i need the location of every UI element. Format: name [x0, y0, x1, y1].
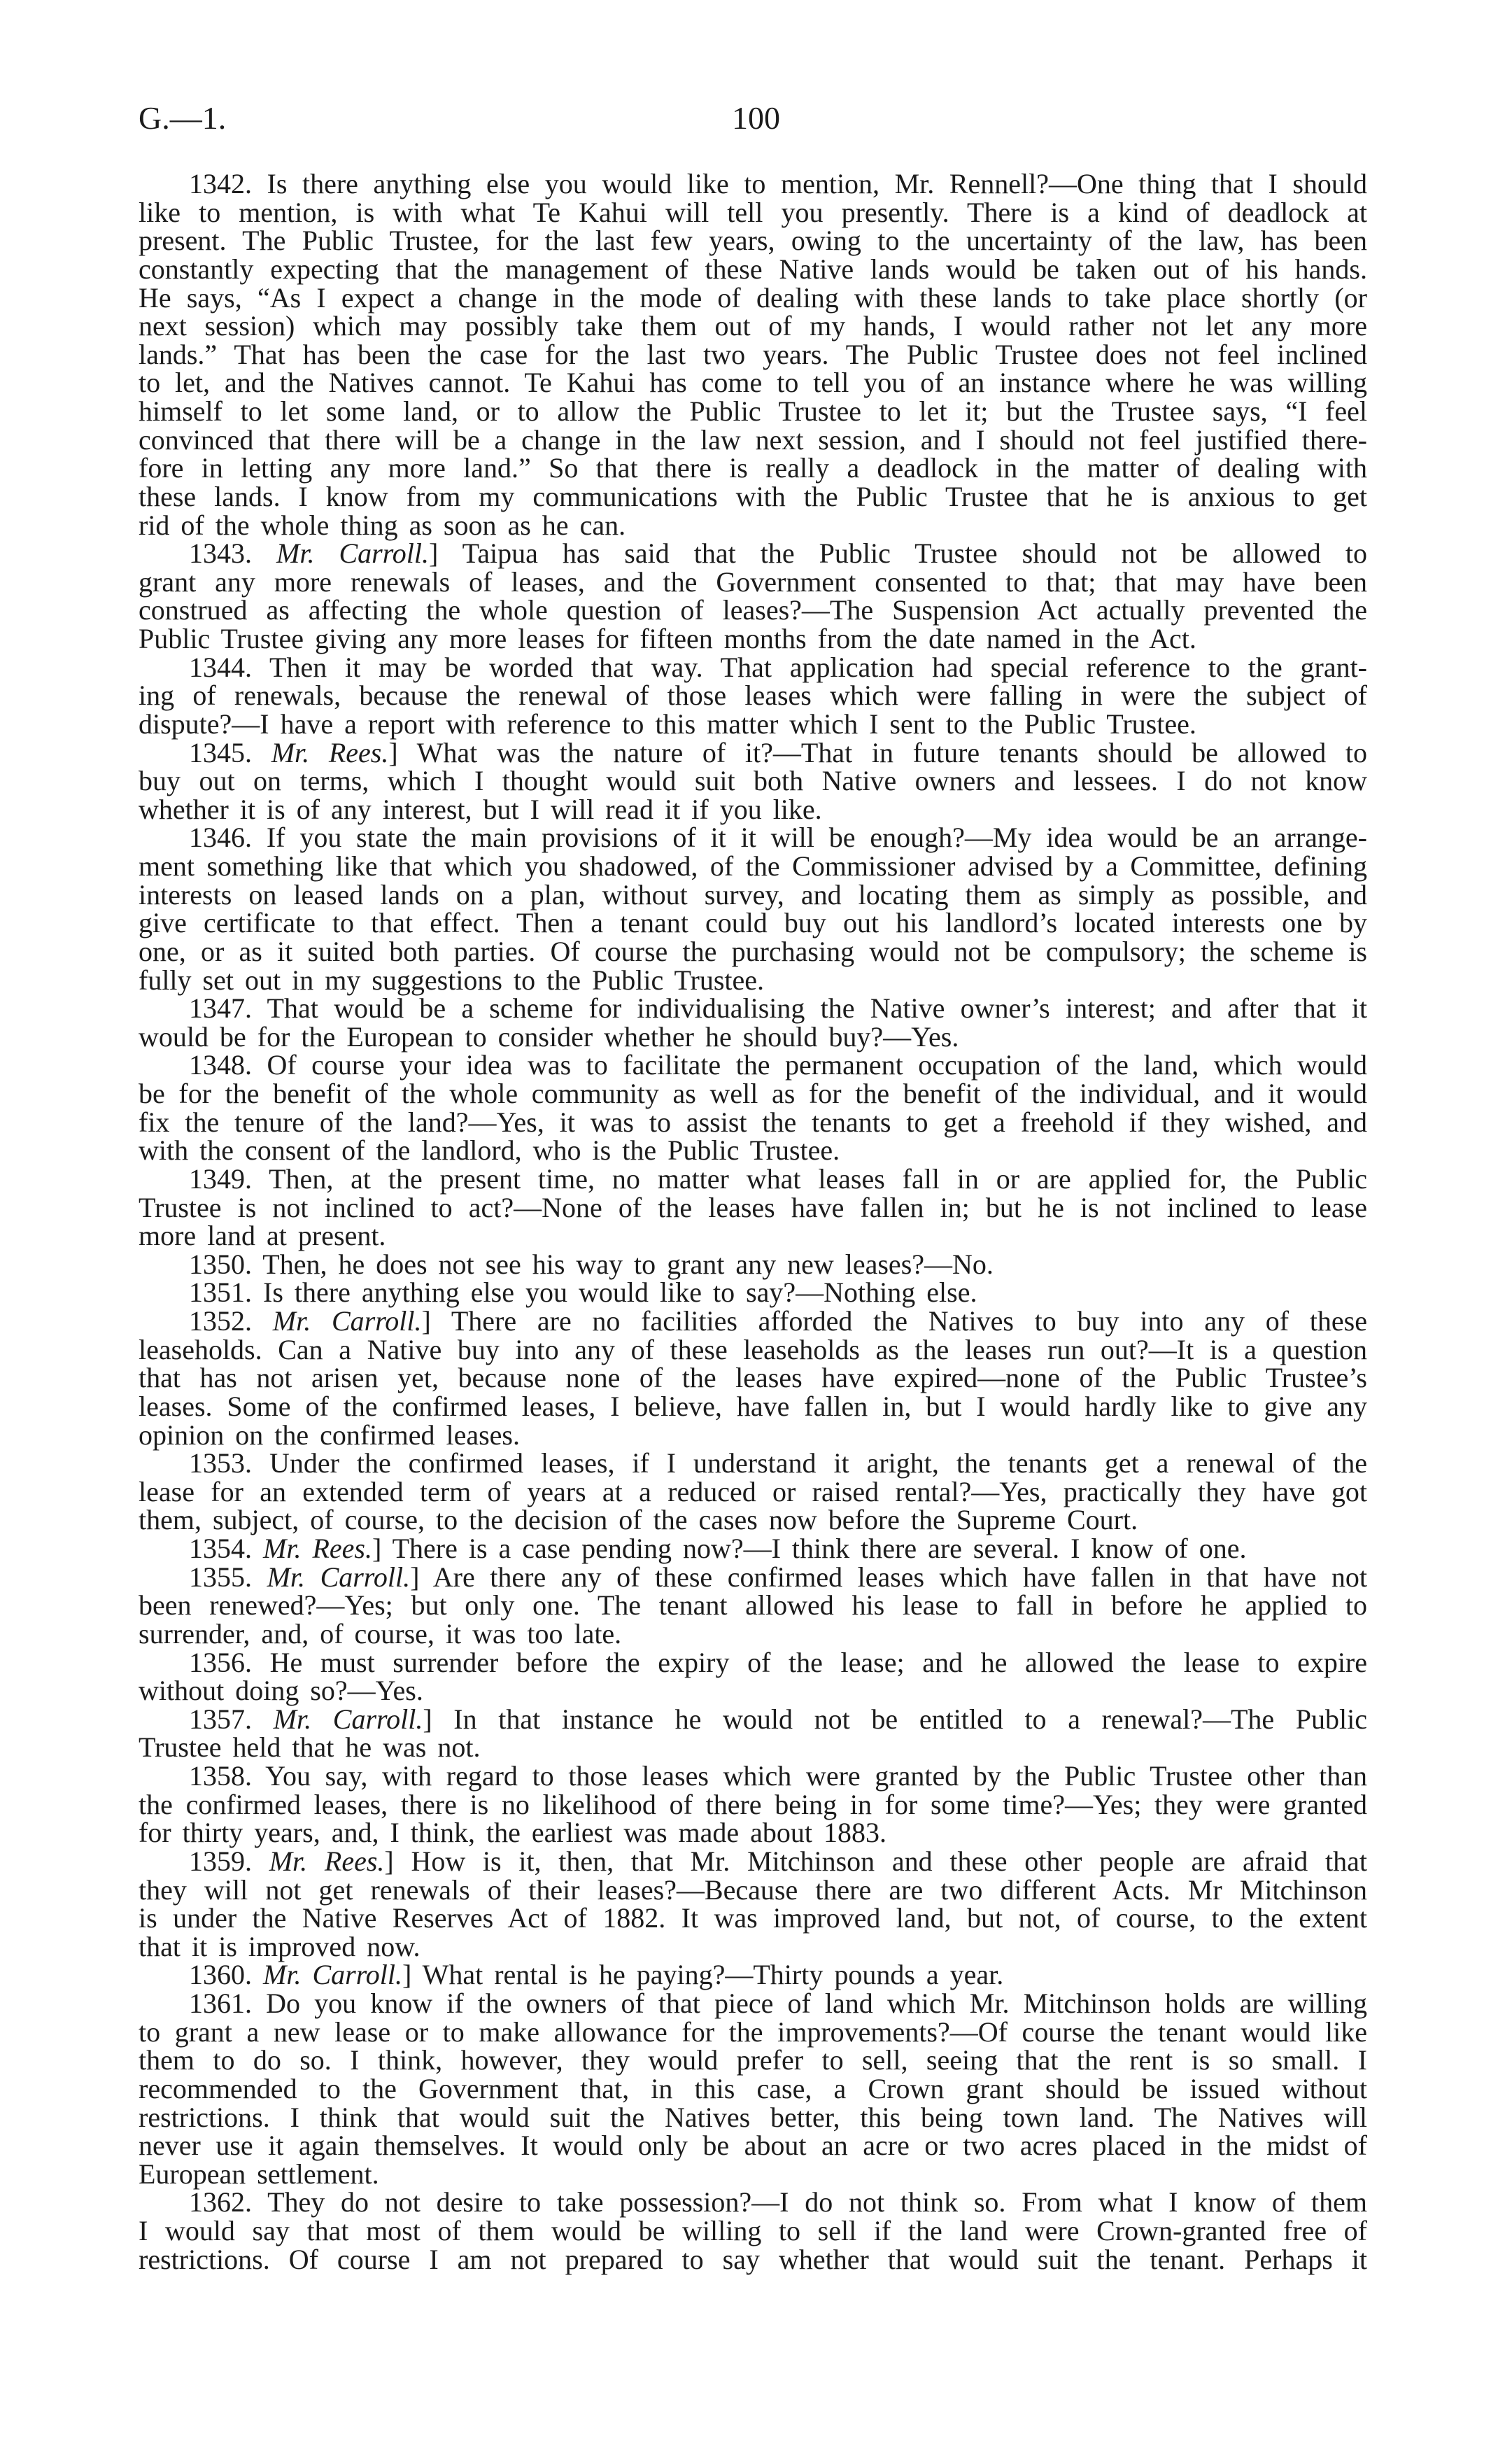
text-line: that has not arisen yet, because none of the leases have expired—none of the Public Trustee’s	[139, 1362, 1367, 1394]
line-text: He must surrender before the expiry of the lease; and he allowed the lease to expire	[269, 1646, 1368, 1678]
question-1356	[139, 1646, 1368, 1707]
text-line: convinced that there will be a change in the law next session, and I should not feel justified there-	[139, 423, 1367, 456]
line-text: ] What was the nature of it?—That in future tenants should be allowed to	[388, 736, 1368, 768]
text-line: to let, and the Natives cannot. Te Kahui has come to tell you of an instance where he was willing	[139, 367, 1367, 399]
question-number: 1361.	[189, 1988, 252, 2019]
question-number: 1356.	[189, 1646, 252, 1678]
text-line: construed as affecting the whole question of leases?—The Suspension Act actually prevented the	[139, 594, 1367, 626]
text-line: restrictions. Of course I am not prepared to say whether that would suit the tenant. Perhaps it	[139, 2243, 1367, 2275]
speaker-name: Mr. Carroll.	[267, 1561, 411, 1593]
text-line: Trustee is not inclined to act?—None of the leases have fallen in; but he is not inclined to lease	[139, 1191, 1367, 1223]
text-line	[139, 651, 1368, 683]
body-text	[139, 170, 1367, 2274]
text-line	[139, 1276, 1367, 1309]
question-1349	[139, 1162, 1367, 1252]
speaker-name: Mr. Rees.	[269, 1845, 385, 1877]
text-line: is under the Native Reserves Act of 1882. It was improved land, but not, of course, to the extent	[139, 1902, 1367, 1934]
line-text: You say, with regard to those leases which were granted by the Public Trustee other than	[265, 1760, 1367, 1792]
text-line	[139, 170, 1367, 199]
text-line: would be for the European to consider whether he should buy?—Yes.	[139, 1020, 959, 1053]
question-number: 1355.	[189, 1561, 252, 1593]
text-line	[139, 1535, 1367, 1563]
question-1345	[139, 736, 1368, 825]
line-text: Do you know if the owners of that piece of land which Mr. Mitchinson holds are willing	[266, 1988, 1367, 2019]
text-line: surrender, and, of course, it was too late.	[139, 1617, 622, 1649]
text-line: recommended to the Government that, in this case, a Crown grant should be issued without	[139, 2072, 1367, 2104]
question-number: 1349.	[189, 1162, 252, 1195]
question-1343	[139, 537, 1368, 654]
text-line: to grant a new lease or to make allowance for the improvements?—Of course the tenant would like	[139, 2016, 1367, 2048]
question-number: 1343.	[189, 537, 252, 570]
text-line: himself to let some land, or to allow the Public Trustee to let it; but the Trustee says, “I feel	[139, 395, 1367, 427]
text-line	[139, 1563, 1367, 1592]
question-number: 1348.	[189, 1049, 252, 1081]
text-line	[139, 1051, 1367, 1080]
text-line: ment something like that which you shadowed, of the Commissioner advised by a Committee, defining	[139, 850, 1367, 882]
text-line: leaseholds. Can a Native buy into any of these leaseholds as the leases run out?—It is a question	[139, 1333, 1367, 1365]
line-text: They do not desire to take possession?—I do not think so. From what I know of them	[267, 2186, 1367, 2218]
line-text: ] There are no facilities afforded the Natives to buy into any of these	[421, 1305, 1368, 1337]
question-1358	[139, 1762, 1367, 1848]
question-number: 1359.	[189, 1845, 252, 1877]
line-text: ] How is it, then, that Mr. Mitchinson and these other people are afraid that	[384, 1845, 1368, 1877]
question-1351	[139, 1276, 1367, 1309]
text-line: lands.” That has been the case for the last two years. The Public Trustee does not feel inclined	[139, 338, 1367, 370]
text-line: interests on leased lands on a plan, without survey, and locating them as simply as possible, and	[139, 878, 1367, 910]
text-line: opinion on the confirmed leases.	[139, 1419, 520, 1451]
page-number: 100	[732, 100, 780, 136]
text-line: Public Trustee giving any more leases for fifteen months from the date named in the Act.	[139, 623, 1196, 654]
speaker-name: Mr. Carroll.	[273, 1703, 423, 1735]
text-line	[139, 1990, 1367, 2018]
text-line: one, or as it suited both parties. Of course the purchasing would not be compulsory; the scheme is	[139, 935, 1367, 967]
question-number: 1350.	[189, 1248, 252, 1280]
speaker-name: Mr. Carroll.	[263, 1959, 403, 1991]
line-text: If you state the main provisions of it it will be enough?—My idea would be an arrange-	[266, 822, 1367, 854]
text-line: with the consent of the landlord, who is the Public Trustee.	[139, 1134, 840, 1167]
text-line	[139, 1162, 1367, 1195]
text-line: rid of the whole thing as soon as he can.	[139, 509, 626, 541]
question-1352	[139, 1307, 1367, 1449]
text-line: next session) which may possibly take them out of my hands, I would rather not let any more	[139, 310, 1367, 342]
text-line: fore in letting any more land.” So that there is really a deadlock in the matter of dealing with	[139, 452, 1367, 484]
text-line: Trustee held that he was not.	[139, 1731, 481, 1764]
text-line: that it is improved now.	[139, 1930, 421, 1962]
question-number: 1352.	[189, 1305, 252, 1337]
question-number: 1342.	[189, 168, 252, 199]
text-line	[139, 824, 1367, 852]
line-text: Of course your idea was to facilitate the permanent occupation of the land, which would	[267, 1049, 1367, 1081]
text-line: buy out on terms, which I thought would suit both Native owners and lessees. I do not know	[139, 765, 1367, 797]
question-number: 1354.	[189, 1533, 252, 1564]
text-line: give certificate to that effect. Then a tenant could buy out his landlord’s located interests one by	[139, 907, 1367, 939]
line-text: Under the confirmed leases, if I understand it aright, the tenants get a renewal of the	[269, 1447, 1367, 1479]
text-line: these lands. I know from my communications with the Public Trustee that he is anxious to get	[139, 480, 1367, 512]
question-number: 1351.	[189, 1276, 252, 1309]
text-line: be for the benefit of the whole community as well as for the benefit of the individual, and it would	[139, 1078, 1367, 1109]
text-line: fully set out in my suggestions to the Public Trustee.	[139, 964, 765, 996]
line-text: ] There is a case pending now?—I think there are several. I know of one.	[372, 1533, 1247, 1564]
line-text: ] In that instance he would not be entitled to a renewal?—The Public	[423, 1703, 1368, 1735]
speaker-name: Mr. Carroll.	[276, 537, 430, 570]
question-1348	[139, 1051, 1367, 1165]
question-number: 1362.	[189, 2186, 252, 2218]
text-line: He says, “As I expect a change in the mode of dealing with these lands to take place shortly (or	[139, 281, 1367, 314]
text-line: more land at present.	[139, 1220, 386, 1252]
speaker-name: Mr. Rees.	[271, 736, 389, 768]
text-line: them to do so. I think, however, they would prefer to sell, seeing that the rent is so small. I	[139, 2044, 1367, 2076]
question-1344	[139, 651, 1368, 740]
text-line: lease for an extended term of years at a reduced or raised rental?—Yes, practically they have got	[139, 1475, 1367, 1507]
text-line: whether it is of any interest, but I will read it if you like.	[139, 793, 822, 825]
line-text: That would be a scheme for individualising the Native owner’s interest; and after that it	[267, 992, 1368, 1025]
question-1346	[139, 824, 1367, 994]
question-number: 1346.	[189, 822, 252, 854]
line-text: ] What rental is he paying?—Thirty pounds a year.	[402, 1959, 1004, 1991]
text-line	[139, 1449, 1367, 1478]
question-1359	[139, 1845, 1368, 1962]
text-line: European settlement.	[139, 2158, 379, 2190]
question-1361	[139, 1990, 1367, 2188]
line-text: Is there anything else you would like to say?—Nothing else.	[263, 1276, 977, 1309]
text-line: never use it again themselves. It would only be about an acre or two acres placed in the midst of	[139, 2130, 1367, 2162]
text-line	[139, 2188, 1367, 2217]
question-number: 1358.	[189, 1760, 252, 1792]
text-line: the confirmed leases, there is no likelihood of there being in for some time?—Yes; they were granted	[139, 1788, 1367, 1820]
text-line	[139, 994, 1367, 1023]
text-line	[139, 736, 1368, 768]
section-code: G.—1.	[139, 100, 227, 136]
text-line: fix the tenure of the land?—Yes, it was to assist the tenants to get a freehold if they wished, and	[139, 1106, 1367, 1138]
text-line: I would say that most of them would be willing to sell if the land were Crown-granted free of	[139, 2215, 1367, 2246]
line-text: Then, he does not see his way to grant any new leases?—No.	[262, 1248, 994, 1280]
question-1354	[139, 1535, 1367, 1563]
text-line	[139, 1845, 1368, 1877]
question-1353	[139, 1449, 1367, 1535]
text-line: without doing so?—Yes.	[139, 1675, 423, 1707]
question-1357	[139, 1705, 1367, 1762]
text-line: grant any more renewals of leases, and the Government consented to that; that may have been	[139, 565, 1367, 598]
text-line: like to mention, is with what Te Kahui will tell you presently. There is a kind of deadlock at	[139, 196, 1367, 228]
line-text: ] Taipua has said that the Public Trustee should not be allowed to	[429, 537, 1368, 570]
text-line: leases. Some of the confirmed leases, I believe, have fallen in, but I would hardly like to give any	[139, 1390, 1367, 1422]
question-number: 1344.	[189, 651, 252, 683]
text-line: they will not get renewals of their leases?—Because there are two different Acts. Mr Mitchinson	[139, 1873, 1367, 1906]
text-line	[139, 1307, 1367, 1336]
text-line	[139, 1961, 1367, 1990]
text-line: constantly expecting that the management of these Native lands would be taken out of his hands.	[139, 253, 1367, 285]
question-1355	[139, 1563, 1367, 1649]
text-line	[139, 1646, 1368, 1678]
question-1342	[139, 170, 1367, 540]
speaker-name: Mr. Rees.	[263, 1533, 372, 1564]
text-line	[139, 1705, 1367, 1734]
text-line: for thirty years, and, I think, the earliest was made about 1883.	[139, 1817, 887, 1849]
text-line: present. The Public Trustee, for the last few years, owing to the uncertainty of the law, has been	[139, 225, 1367, 257]
line-text: ] Are there any of these confirmed leases which have fallen in that have not	[410, 1561, 1367, 1593]
question-1350	[139, 1248, 1367, 1280]
question-number: 1353.	[189, 1447, 252, 1479]
text-line: been renewed?—Yes; but only one. The tenant allowed his lease to fall in before he applied to	[139, 1589, 1367, 1622]
line-text: Is there anything else you would like to mention, Mr. Rennell?—One thing that I should	[267, 168, 1367, 199]
text-line: them, subject, of course, to the decision of the cases now before the Supreme Court.	[139, 1504, 1138, 1536]
question-number: 1357.	[189, 1703, 252, 1735]
text-line: dispute?—I have a report with reference to this matter which I sent to the Public Trustee.	[139, 708, 1196, 740]
line-text: Then, at the present time, no matter what leases fall in or are applied for, the Public	[269, 1162, 1367, 1195]
line-text: Then it may be worded that way. That application had special reference to the grant-	[269, 651, 1368, 683]
text-line	[139, 1248, 1367, 1280]
question-number: 1347.	[189, 992, 252, 1025]
question-number: 1345.	[189, 736, 252, 768]
text-line: ing of renewals, because the renewal of those leases which were falling in were the subject of	[139, 680, 1367, 712]
question-1347	[139, 994, 1367, 1051]
question-number: 1360.	[189, 1959, 252, 1991]
question-1360	[139, 1961, 1367, 1990]
question-1362	[139, 2188, 1367, 2274]
text-line	[139, 1762, 1367, 1791]
speaker-name: Mr. Carroll.	[272, 1305, 422, 1337]
text-line: restrictions. I think that would suit the Natives better, this being town land. The Natives will	[139, 2101, 1367, 2133]
text-line	[139, 537, 1368, 570]
